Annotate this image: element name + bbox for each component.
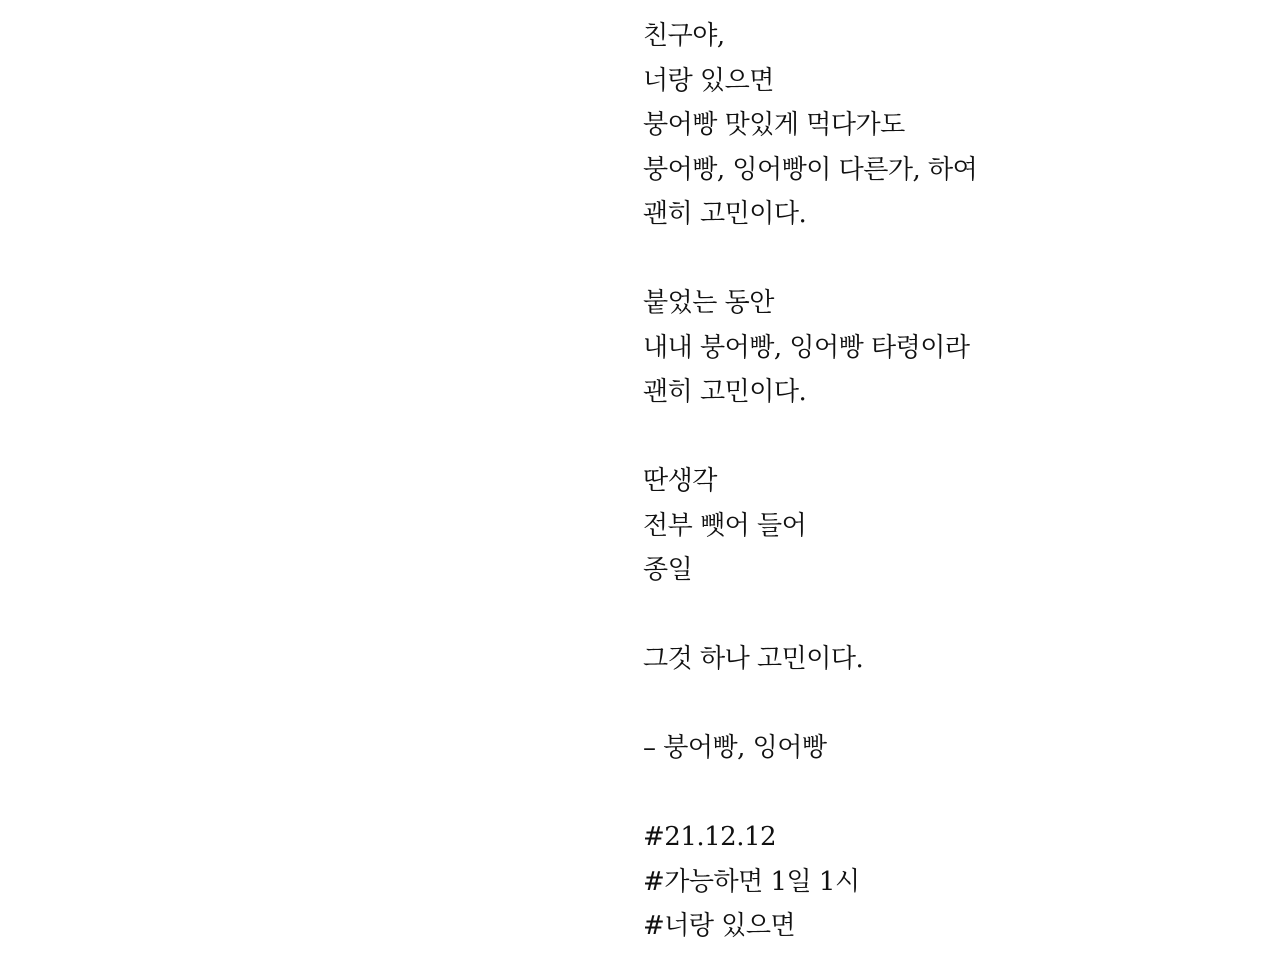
- stanza-break: [643, 415, 1243, 460]
- poem-line: 붙었는 동안: [643, 288, 774, 318]
- poem-attribution: – 붕어빵, 잉어빵: [643, 733, 827, 763]
- stanza-break: [643, 593, 1243, 638]
- hashtag: #21.12.12: [643, 822, 777, 852]
- poem-line: 전부 뺏어 들어: [643, 510, 807, 541]
- poem-line: 딴생각: [643, 466, 717, 496]
- stanza-break: [643, 682, 1243, 727]
- stanza-break: [643, 237, 1243, 282]
- poem-line: 괜히 고민이다.: [643, 199, 807, 229]
- stanza-break: [643, 771, 1243, 816]
- poem-line: 너랑 있으면: [643, 65, 774, 96]
- poem-line: 붕어빵, 잉어빵이 다른가, 하여: [643, 154, 978, 185]
- hashtag: #가능하면 1일 1시: [643, 866, 860, 897]
- poem-line: 친구야,: [643, 21, 725, 51]
- poem-body: [643, 14, 1243, 949]
- poem-line: 괜히 고민이다.: [643, 377, 807, 407]
- poem-line: 종일: [643, 555, 693, 585]
- stanza-2: [643, 281, 1243, 415]
- poem-line: 붕어빵 맛있게 먹다가도: [643, 110, 905, 140]
- stanza-3: [643, 459, 1243, 593]
- poem-line: 그것 하나 고민이다.: [643, 644, 864, 674]
- hashtag-list: [643, 815, 1243, 949]
- stanza-1: [643, 14, 1243, 237]
- stanza-4: [643, 637, 1243, 682]
- hashtag: #너랑 있으면: [643, 911, 796, 941]
- poem-line: 내내 붕어빵, 잉어빵 타령이라: [643, 332, 970, 363]
